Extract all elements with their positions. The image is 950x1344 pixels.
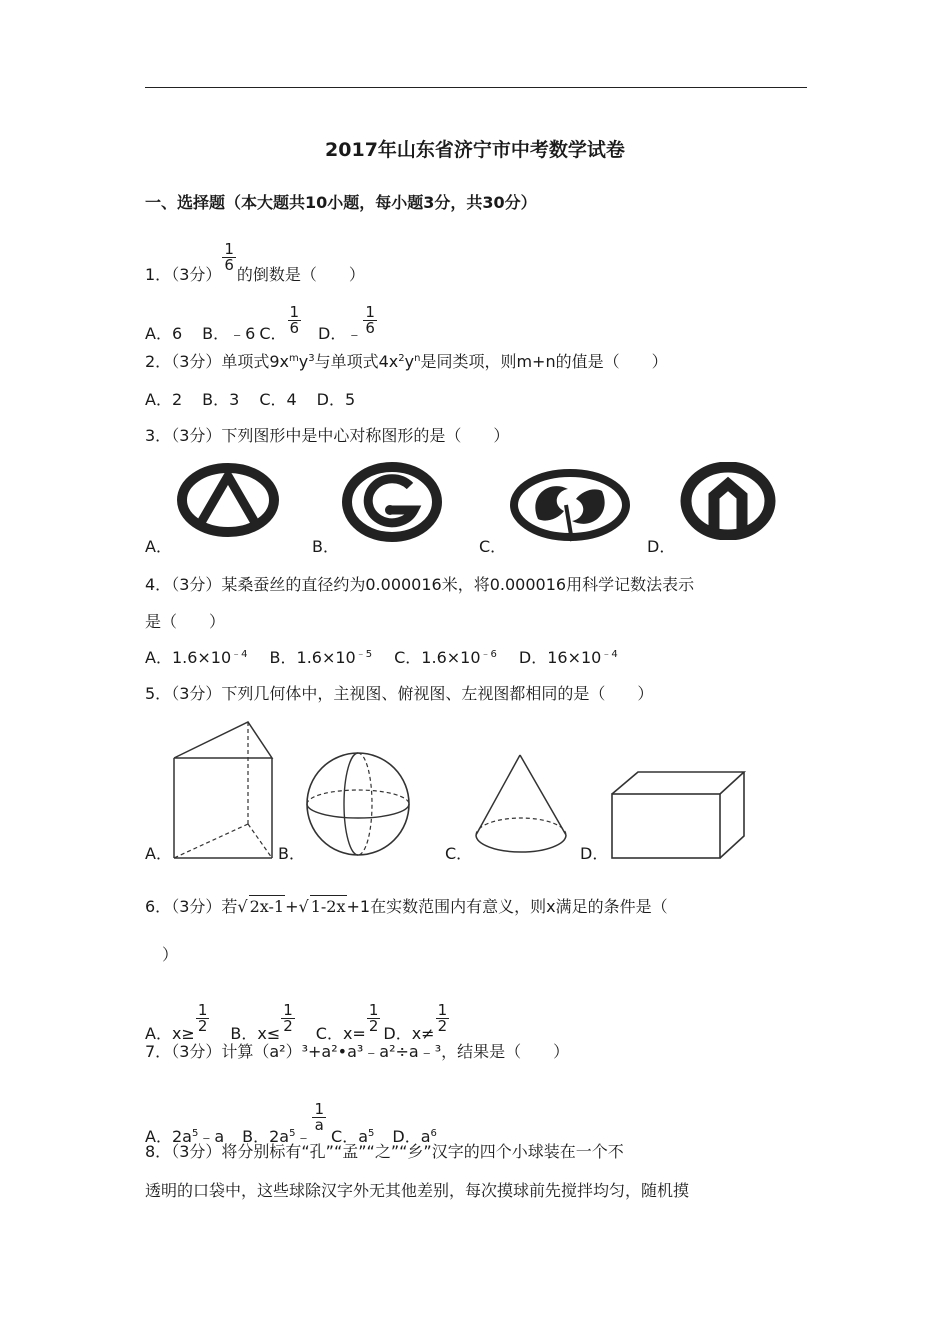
question-2 bbox=[145, 351, 668, 373]
q3-label-a: A． bbox=[145, 537, 172, 556]
q6-radicand-1: 2x-1 bbox=[249, 897, 285, 916]
q4-number: 4． bbox=[145, 575, 172, 594]
q1-option-d-fraction: $\frac{1}{6}$ bbox=[365, 303, 375, 337]
q4-option-c-exp: ﹣6 bbox=[480, 649, 497, 660]
question-4 bbox=[145, 574, 694, 596]
q1-option-d: D．﹣ bbox=[318, 324, 363, 343]
q5-label-d: D． bbox=[580, 844, 609, 863]
q7-option-b: B．2a bbox=[242, 1127, 290, 1146]
q2-text: 单项式9x bbox=[221, 352, 290, 371]
q1-options bbox=[145, 305, 378, 345]
q2-text-y2: y bbox=[404, 352, 415, 371]
q5-text: 下列几何体中，主视图、俯视图、左视图都相同的是（ ） bbox=[221, 684, 654, 703]
q5-label-c: C． bbox=[445, 844, 473, 863]
q7-option-b-exp: 5 bbox=[289, 1128, 296, 1139]
q8-text-line2: 透明的口袋中，这些球除汉字外无其他差别，每次摸球前先搅拌均匀，随机摸 bbox=[145, 1181, 690, 1200]
question-3 bbox=[145, 425, 509, 447]
q3-label-c: C． bbox=[479, 537, 507, 556]
q1-option-c-fraction: $\frac{1}{6}$ bbox=[289, 303, 300, 337]
page-title: 2017年山东省济宁市中考数学试卷 bbox=[325, 139, 625, 161]
q1-option-a: A．6 bbox=[145, 324, 183, 343]
q4-option-d-exp: ﹣4 bbox=[601, 649, 618, 660]
q2-text-y: y bbox=[298, 352, 309, 371]
q7-option-c: C．a bbox=[331, 1127, 369, 1146]
q2-text-mid: 与单项式4x bbox=[314, 352, 399, 371]
q3-score: （3分） bbox=[171, 426, 222, 445]
q4-text: 某桑蚕丝的直径约为0.000016米，将0.000016用科学记数法表示 bbox=[221, 575, 695, 594]
q6-radical-sign-1: √ bbox=[237, 897, 248, 916]
q3-figure-a-icon bbox=[175, 462, 281, 538]
q3-figure-b-icon bbox=[342, 462, 442, 542]
q2-options bbox=[145, 389, 355, 411]
q1-option-c: C． bbox=[259, 324, 287, 343]
q4-option-b: B．1.6×10 bbox=[269, 648, 356, 667]
q1-text: 的倒数是（ ） bbox=[236, 265, 365, 284]
q3-text: 下列图形中是中心对称图形的是（ ） bbox=[221, 426, 510, 445]
q5-figure-cuboid-icon bbox=[608, 768, 748, 862]
q6-text: +1在实数范围内有意义，则x满足的条件是（ bbox=[346, 897, 668, 916]
q7-option-a-rest: ﹣a bbox=[198, 1127, 225, 1146]
q6-options bbox=[145, 1003, 450, 1045]
q6-text-start: 若 bbox=[221, 897, 238, 916]
q8-text: 将分别标有“孔”“孟”“之”“乡”汉字的四个小球装在一个不 bbox=[221, 1142, 624, 1161]
q6-option-a-fraction: $\frac{1}{2}$ bbox=[197, 1001, 208, 1035]
q2-exp-2: 2 bbox=[398, 353, 405, 364]
q4-option-d: D．16×10 bbox=[518, 648, 602, 667]
q3-label-b: B． bbox=[312, 537, 339, 556]
question-5 bbox=[145, 683, 653, 705]
q6-option-b: B．x≤ bbox=[230, 1024, 281, 1043]
q6-radicand-2: 1-2x bbox=[310, 897, 346, 916]
q7-option-d-exp: 6 bbox=[430, 1128, 437, 1139]
q2-option-c: C．4 bbox=[259, 390, 297, 409]
q5-figure-prism-icon bbox=[168, 716, 278, 862]
question-7 bbox=[145, 1041, 569, 1063]
q2-option-b: B．3 bbox=[202, 390, 240, 409]
q4-option-b-exp: ﹣5 bbox=[355, 649, 373, 660]
question-6 bbox=[145, 895, 668, 918]
q2-score: （3分） bbox=[171, 352, 222, 371]
q6-option-c-fraction: $\frac{1}{2}$ bbox=[368, 1001, 379, 1035]
q1-number: 1． bbox=[145, 265, 172, 284]
q3-label-d: D． bbox=[647, 537, 676, 556]
q6-plus: + bbox=[285, 897, 299, 916]
q2-option-a: A．2 bbox=[145, 390, 183, 409]
question-1 bbox=[145, 242, 365, 286]
q6-score: （3分） bbox=[171, 897, 222, 916]
q7-option-d: D．a bbox=[392, 1127, 431, 1146]
q6-option-b-fraction: $\frac{1}{2}$ bbox=[283, 1001, 293, 1035]
q4-score: （3分） bbox=[171, 575, 222, 594]
header-rule bbox=[145, 87, 807, 88]
q7-option-b-rest: ﹣ bbox=[295, 1127, 312, 1146]
q6-radical-sign-2: √ bbox=[298, 897, 309, 916]
q6-option-a: A．x≥ bbox=[145, 1024, 195, 1043]
q6-option-d-fraction: $\frac{1}{2}$ bbox=[437, 1001, 448, 1035]
q3-figure-c-icon bbox=[508, 467, 632, 547]
q5-score: （3分） bbox=[171, 684, 222, 703]
q6-option-c: C．x= bbox=[315, 1024, 366, 1043]
q7-option-a: A．2a bbox=[145, 1127, 192, 1146]
q3-number: 3． bbox=[145, 426, 172, 445]
q2-exp-m: m bbox=[289, 353, 299, 364]
q2-option-d: D．5 bbox=[316, 390, 356, 409]
q4-text-line2: 是（ ） bbox=[145, 612, 226, 631]
q6-text-line2: ） bbox=[162, 945, 179, 964]
q7-option-b-fraction: $\frac{1}{a}$ bbox=[314, 1100, 325, 1134]
q5-label-b: B． bbox=[278, 844, 305, 863]
q4-options bbox=[145, 647, 618, 669]
q1-fraction: $\frac{1}{6}$ bbox=[224, 240, 234, 274]
q7-score: （3分） bbox=[171, 1042, 222, 1061]
q8-number: 8． bbox=[145, 1142, 172, 1161]
q5-label-a: A． bbox=[145, 844, 172, 863]
q2-exp-n: n bbox=[414, 353, 421, 364]
q6-number: 6． bbox=[145, 897, 172, 916]
q1-score: （3分） bbox=[171, 265, 222, 284]
q1-option-b: B．﹣6 bbox=[202, 324, 256, 343]
q6-option-d: D．x≠ bbox=[383, 1024, 435, 1043]
q4-option-c: C．1.6×10 bbox=[394, 648, 481, 667]
q2-exp-3: 3 bbox=[308, 353, 315, 364]
q3-figure-d-icon bbox=[678, 462, 778, 540]
question-8 bbox=[145, 1141, 624, 1163]
q7-number: 7． bbox=[145, 1042, 172, 1061]
q5-figure-sphere-icon bbox=[302, 748, 414, 860]
q8-score: （3分） bbox=[171, 1142, 222, 1161]
q5-number: 5． bbox=[145, 684, 172, 703]
q2-text-end: 是同类项，则m+n的值是（ ） bbox=[420, 352, 668, 371]
q7-option-a-exp: 5 bbox=[191, 1128, 199, 1139]
q5-figure-cone-icon bbox=[468, 751, 572, 859]
q4-option-a-exp: ﹣4 bbox=[231, 649, 248, 660]
section-heading: 一、选择题（本大题共10小题，每小题3分，共30分） bbox=[145, 193, 537, 212]
q4-option-a: A．1.6×10 bbox=[145, 648, 232, 667]
q7-text: 计算（a²）³+a²•a³﹣a²÷a﹣³，结果是（ ） bbox=[221, 1042, 570, 1061]
q2-number: 2． bbox=[145, 352, 172, 371]
q7-option-c-exp: 5 bbox=[368, 1128, 375, 1139]
